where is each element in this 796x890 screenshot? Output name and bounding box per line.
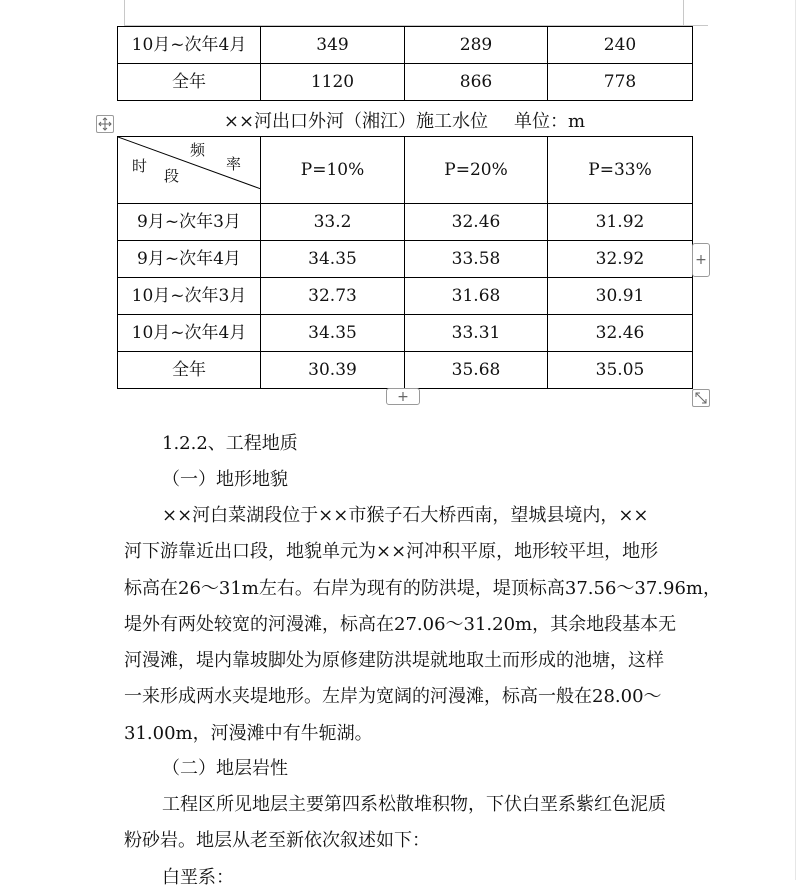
text-line: 工程区所见地层主要第四系松散堆积物，下伏白垩系紫红色泥质 — [162, 794, 666, 815]
value-cell[interactable]: 35.68 — [405, 352, 548, 389]
text-line: 标高在26～31m左右。右岸为现有的防洪堤，堤顶标高37.56～37.96m， — [124, 577, 722, 599]
period-cell[interactable]: 全年 — [118, 352, 261, 389]
value-cell[interactable]: 866 — [405, 64, 548, 101]
table-header-row — [118, 137, 693, 204]
value-cell[interactable]: 33.2 — [261, 204, 405, 241]
table-row — [118, 27, 693, 64]
value-cell[interactable]: 32.46 — [405, 204, 548, 241]
paragraph-strata — [124, 787, 686, 860]
column-header[interactable]: P=10% — [261, 137, 405, 204]
period-cell[interactable]: 10月~次年4月 — [118, 315, 261, 352]
period-cell[interactable]: 全年 — [118, 64, 261, 101]
value-cell[interactable]: 33.31 — [405, 315, 548, 352]
move-icon — [98, 117, 112, 131]
diagonal-header-cell[interactable] — [118, 137, 261, 204]
value-cell[interactable]: 32.46 — [548, 315, 693, 352]
diag-label-bottom: 段 — [164, 167, 180, 185]
table-row — [118, 315, 693, 352]
text-line: 堤外有两处较宽的河漫滩，标高在27.06～31.20m，其余地段基本无 — [124, 613, 677, 635]
table-row — [118, 64, 693, 101]
value-cell[interactable]: 349 — [261, 27, 405, 64]
table-row — [118, 204, 693, 241]
text-line: ××河白菜湖段位于××市猴子石大桥西南，望城县境内，×× — [162, 505, 649, 526]
flow-table — [117, 26, 693, 101]
table-row — [118, 278, 693, 315]
table-row — [118, 241, 693, 278]
water-level-table — [117, 136, 693, 389]
text-line: 河漫滩，堤内靠坡脚处为原修建防洪堤就地取土而形成的池塘，这样 — [124, 650, 664, 672]
plus-icon: + — [695, 252, 707, 268]
table-move-handle[interactable] — [96, 115, 114, 133]
value-cell[interactable]: 30.39 — [261, 352, 405, 389]
add-column-button[interactable] — [692, 243, 710, 277]
value-cell[interactable]: 32.92 — [548, 241, 693, 278]
period-cell[interactable]: 9月~次年4月 — [118, 241, 261, 278]
text-line: 粉砂岩。地层从老至新依次叙述如下： — [124, 830, 430, 852]
caption-unit: 单位：m — [514, 111, 586, 132]
period-cell[interactable]: 10月~次年4月 — [118, 27, 261, 64]
subsection-heading: （二）地层岩性 — [162, 758, 288, 779]
resize-icon — [695, 392, 707, 404]
caption-title: ××河出口外河（湘江）施工水位 — [223, 111, 489, 132]
paragraph-terrain — [124, 498, 722, 752]
diag-label-left: 时 — [132, 157, 148, 175]
value-cell[interactable]: 34.35 — [261, 315, 405, 352]
value-cell[interactable]: 31.92 — [548, 204, 693, 241]
section-heading: 1.2.2、工程地质 — [162, 433, 298, 454]
period-cell[interactable]: 9月~次年3月 — [118, 204, 261, 241]
diag-label-top2: 率 — [226, 155, 242, 173]
table-caption — [117, 110, 692, 134]
value-cell[interactable]: 289 — [405, 27, 548, 64]
value-cell[interactable]: 32.73 — [261, 278, 405, 315]
subsection-heading: （一）地形地貌 — [162, 469, 288, 490]
subsection-heading: 白垩系： — [162, 867, 234, 888]
table-resize-handle[interactable] — [692, 389, 710, 407]
column-header[interactable]: P=33% — [548, 137, 693, 204]
add-row-button[interactable] — [386, 388, 420, 405]
value-cell[interactable]: 31.68 — [405, 278, 548, 315]
value-cell[interactable]: 33.58 — [405, 241, 548, 278]
value-cell[interactable]: 1120 — [261, 64, 405, 101]
diag-label-top: 频 — [190, 141, 206, 159]
value-cell[interactable]: 34.35 — [261, 241, 405, 278]
value-cell[interactable]: 35.05 — [548, 352, 693, 389]
text-line: 河下游靠近出口段，地貌单元为××河冲积平原，地形较平坦，地形 — [124, 541, 659, 563]
text-line: 一来形成两水夹堤地形。左岸为宽阔的河漫滩，标高一般在28.00～ — [124, 686, 662, 708]
period-cell[interactable]: 10月~次年3月 — [118, 278, 261, 315]
value-cell[interactable]: 240 — [548, 27, 693, 64]
page-header-area — [124, 0, 684, 26]
plus-icon: + — [397, 388, 409, 405]
text-line: 31.00m，河漫滩中有牛轭湖。 — [124, 722, 373, 744]
value-cell[interactable]: 778 — [548, 64, 693, 101]
value-cell[interactable]: 30.91 — [548, 278, 693, 315]
table-row — [118, 352, 693, 389]
column-header[interactable]: P=20% — [405, 137, 548, 204]
